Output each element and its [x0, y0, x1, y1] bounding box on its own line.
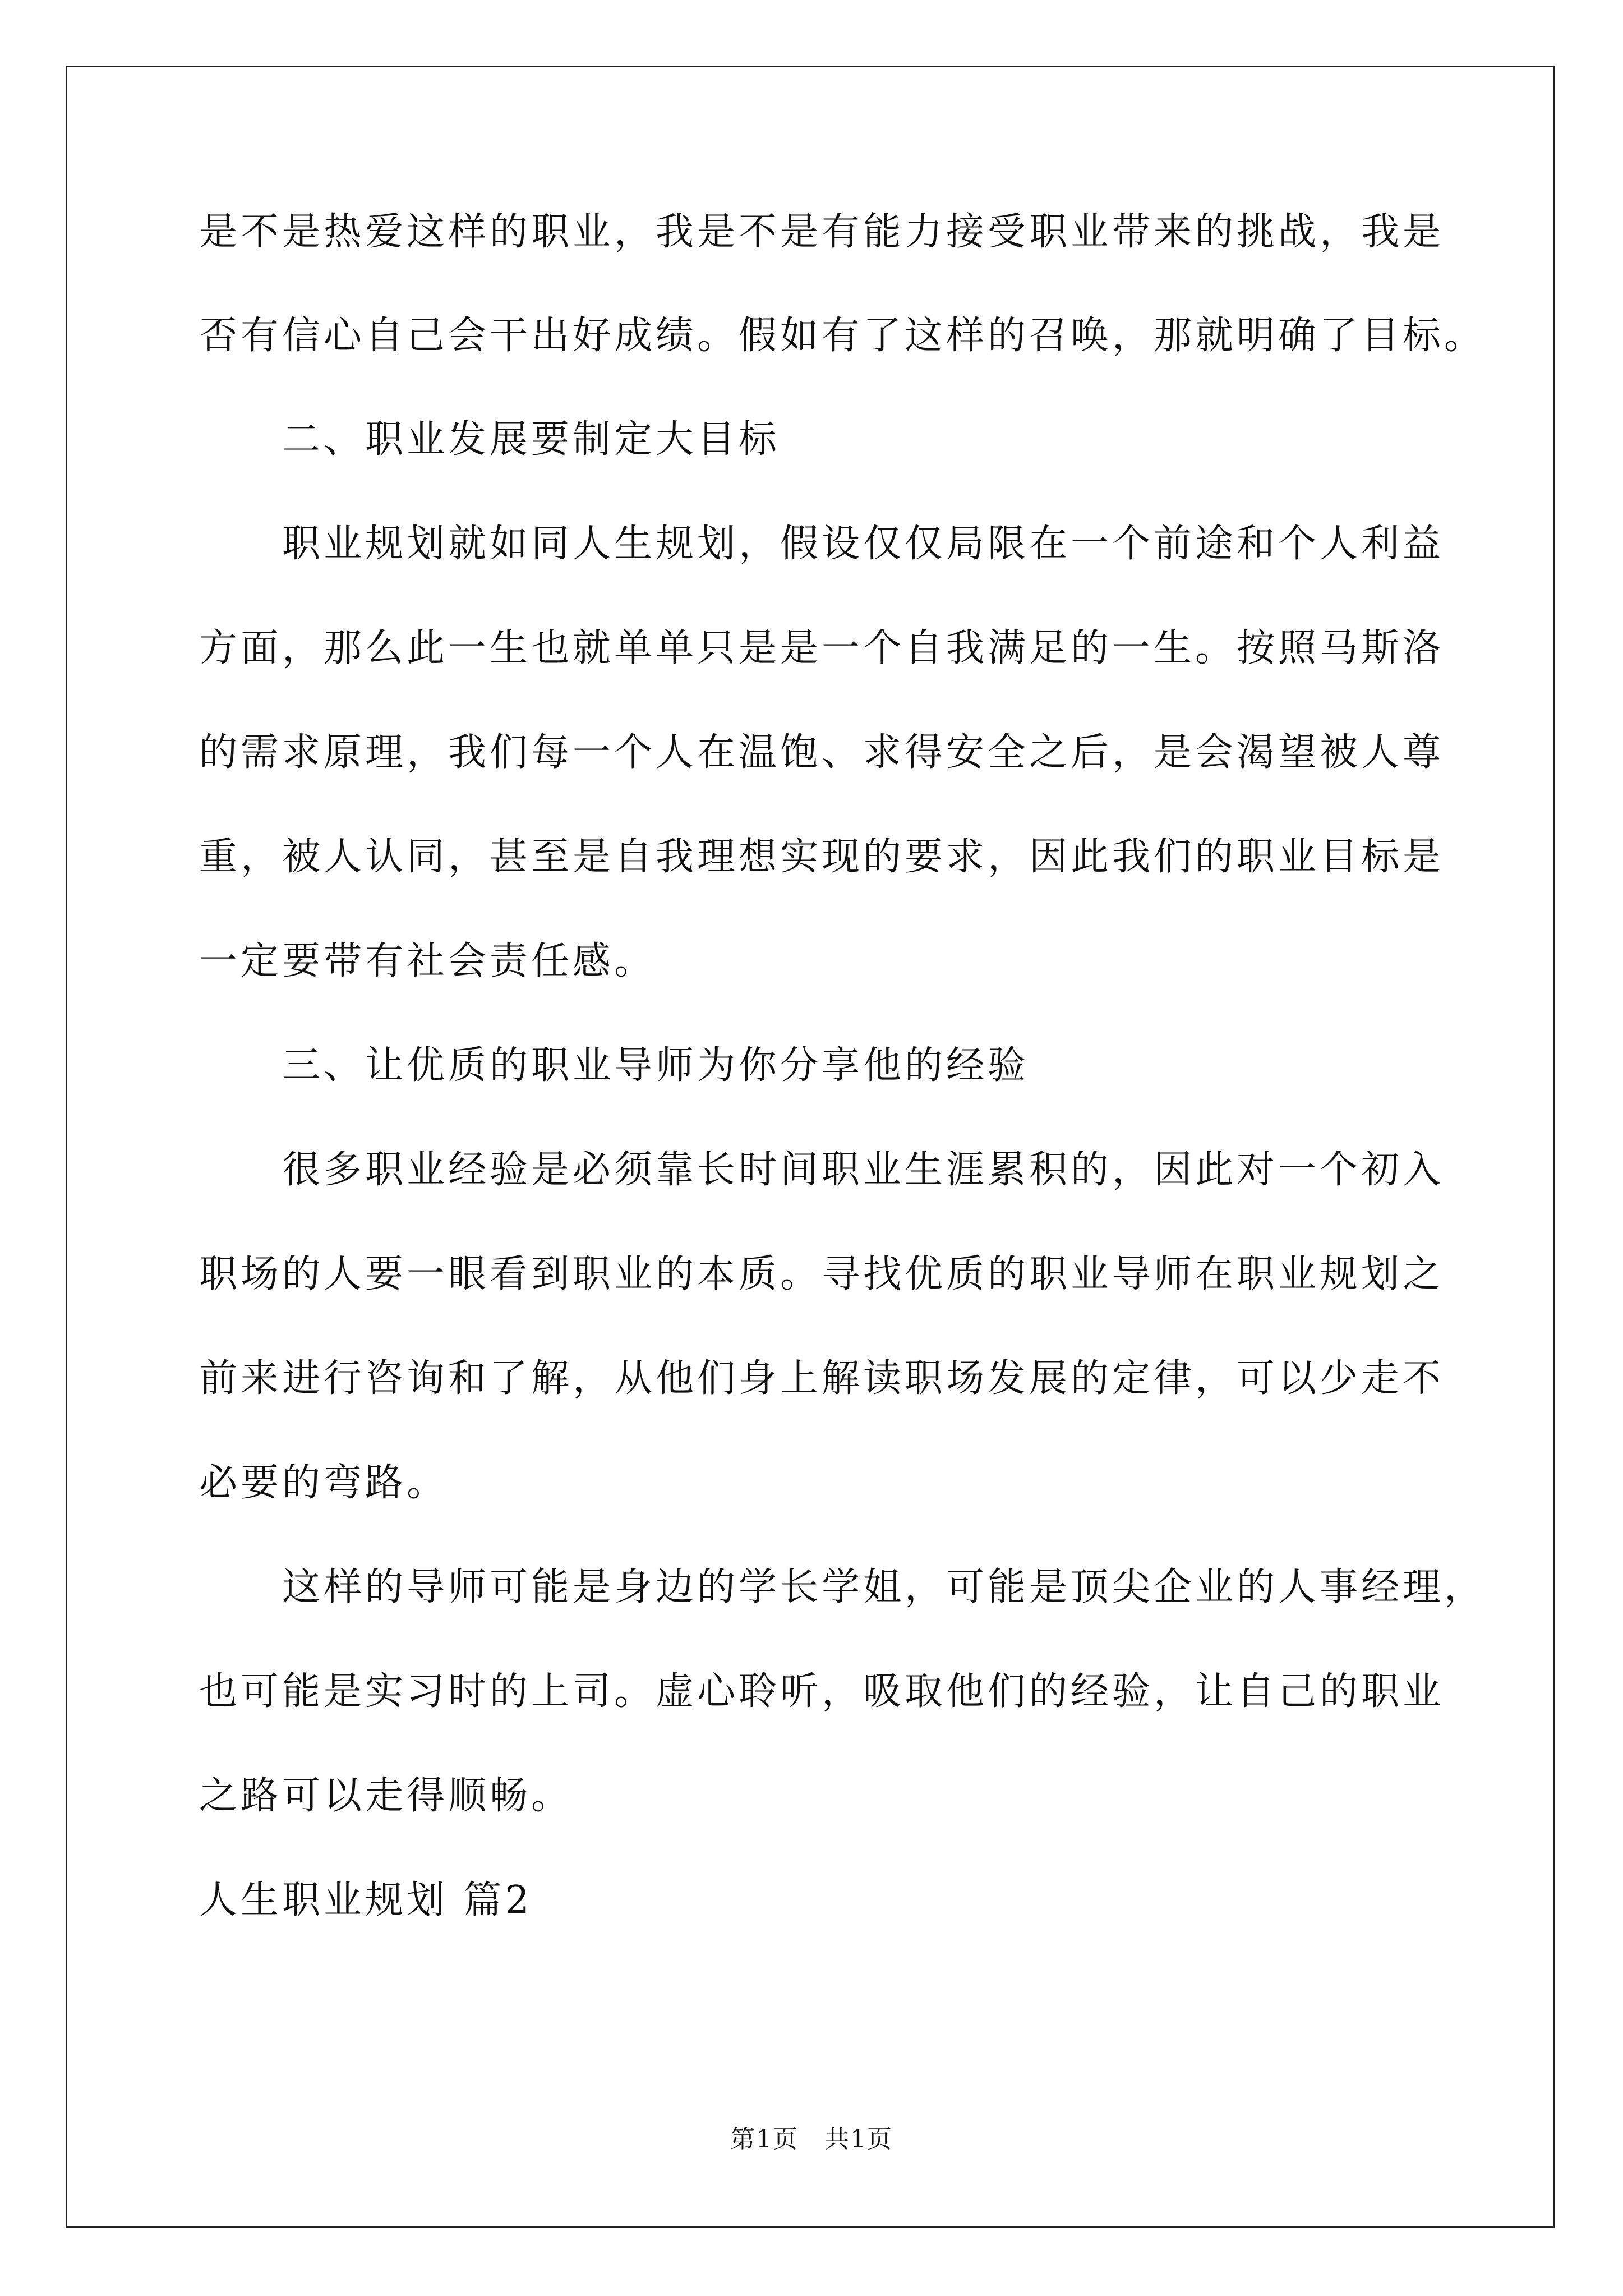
section-heading: 二、职业发展要制定大目标 — [282, 417, 781, 462]
page-number: 第1页 共1页 — [730, 2125, 893, 2154]
paragraph-line: 必要的弯路。 — [199, 1461, 449, 1505]
paragraph-line: 是不是热爱这样的职业，我是不是有能力接受职业带来的挑战，我是 — [199, 210, 1445, 254]
paragraph-line: 重，被人认同，甚至是自我理想实现的要求，因此我们的职业目标是 — [199, 835, 1445, 879]
paragraph-line: 职业规划就如同人生规划，假设仅仅局限在一个前途和个人利益 — [282, 522, 1445, 566]
paragraph-line: 也可能是实习时的上司。虚心聆听，吸取他们的经验，让自己的职业 — [199, 1669, 1445, 1714]
paragraph-line: 这样的导师可能是身边的学长学姐，可能是顶尖企业的人事经理， — [282, 1565, 1486, 1609]
paragraph-line: 很多职业经验是必须靠长时间职业生涯累积的，因此对一个初入 — [282, 1148, 1445, 1192]
paragraph-line: 一定要带有社会责任感。 — [199, 939, 656, 983]
paragraph-line: 的需求原理，我们每一个人在温饱、求得安全之后，是会渴望被人尊 — [199, 730, 1445, 775]
paragraph-line: 否有信心自己会干出好成绩。假如有了这样的召唤，那就明确了目标。 — [199, 314, 1486, 358]
paragraph-line: 之路可以走得顺畅。 — [199, 1774, 573, 1818]
paragraph-line: 前来进行咨询和了解，从他们身上解读职场发展的定律，可以少走不 — [199, 1356, 1445, 1401]
section-heading: 三、让优质的职业导师为你分享他的经验 — [282, 1043, 1030, 1088]
paragraph-line: 职场的人要一眼看到职业的本质。寻找优质的职业导师在职业规划之 — [199, 1252, 1445, 1296]
article-title: 人生职业规划 篇2 — [199, 1878, 533, 1922]
paragraph-line: 方面，那么此一生也就单单只是是一个自我满足的一生。按照马斯洛 — [199, 626, 1445, 670]
